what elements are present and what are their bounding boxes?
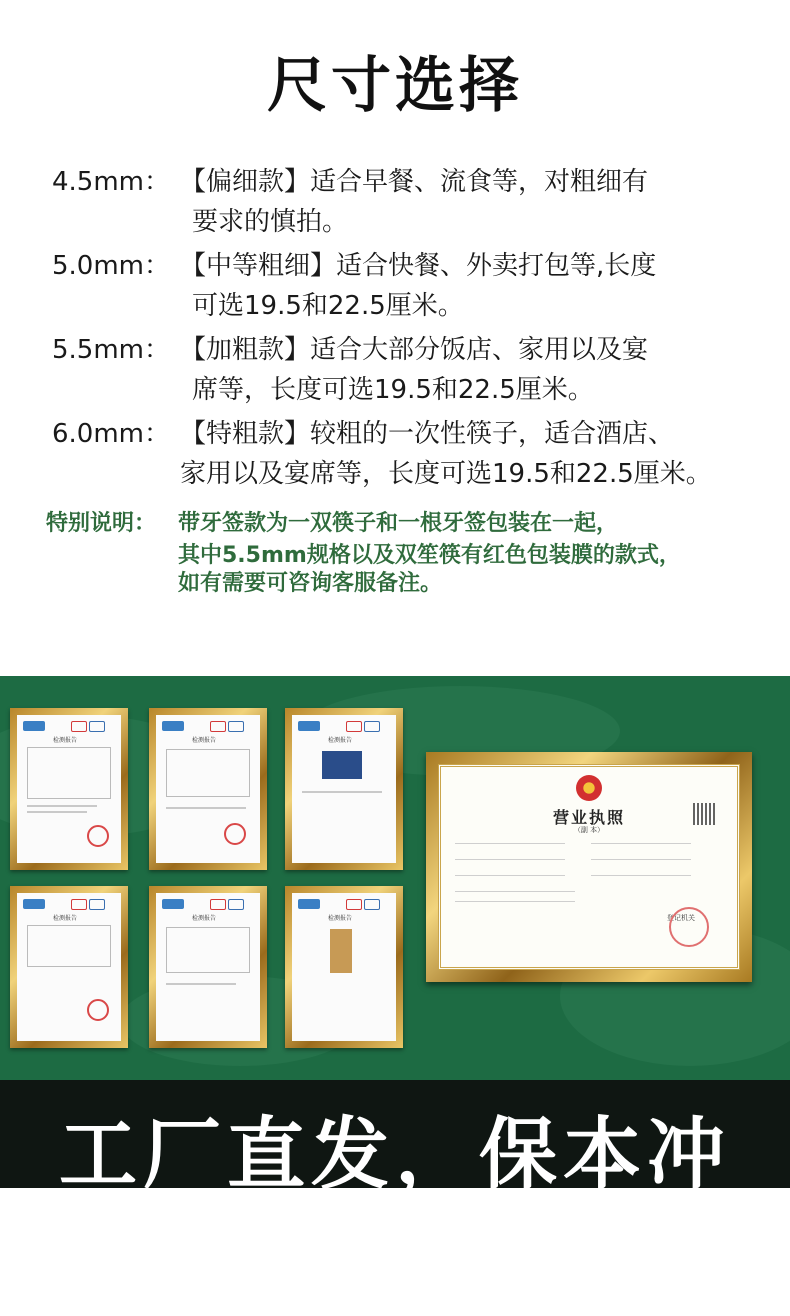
report-header: 检测报告: [53, 915, 78, 922]
business-license: [426, 752, 752, 982]
text-line: [27, 811, 87, 813]
test-report-certificate: [285, 708, 403, 870]
ilac-badge: [364, 721, 380, 732]
sample-photo: [330, 929, 352, 973]
hap-logo: [23, 721, 45, 731]
qr-code-icon: [693, 803, 715, 825]
note-line-2: 其中5.5mm规格以及双笙筷有红色包装膜的款式，: [178, 543, 681, 568]
red-stamp: [87, 825, 109, 847]
hap-logo: [162, 899, 184, 909]
spec-desc-line-1: 【偏细款】适合早餐、流食等，对粗细有: [180, 167, 649, 197]
test-report-certificate: [285, 886, 403, 1048]
ilac-badge: [228, 899, 244, 910]
license-field: [455, 901, 575, 902]
spec-desc-line-1: 【特粗款】较粗的一次性筷子，适合酒店、: [180, 419, 675, 449]
test-report-certificate: [149, 886, 267, 1048]
cma-badge: [346, 899, 362, 910]
spec-desc-line-2: 家用以及宴席等，长度可选19.5和22.5厘米。: [180, 459, 712, 489]
test-report-certificate: [149, 708, 267, 870]
license-title: 营业执照: [552, 808, 625, 827]
text-line: [166, 807, 246, 809]
cma-badge: [71, 899, 87, 910]
license-subtitle: （副 本）: [573, 826, 605, 834]
text-line: [27, 805, 97, 807]
sample-photo: [322, 751, 362, 779]
spec-desc-line-2: 可选19.5和22.5厘米。: [192, 291, 464, 321]
spec-size: 5.0mm：: [52, 251, 171, 281]
spec-desc-line-2: 要求的慎拍。: [192, 207, 349, 237]
license-field: [591, 859, 691, 860]
ilac-badge: [228, 721, 244, 732]
ilac-badge: [89, 721, 105, 732]
spec-size: 4.5mm：: [52, 167, 171, 197]
cma-badge: [210, 899, 226, 910]
license-field: [455, 891, 575, 892]
ilac-badge: [89, 899, 105, 910]
report-table: [27, 925, 111, 967]
cma-badge: [210, 721, 226, 732]
cma-badge: [346, 721, 362, 732]
report-header: 检测报告: [192, 737, 217, 744]
report-header: 检测报告: [328, 915, 353, 922]
official-seal: [669, 907, 709, 947]
spec-desc-line-1: 【中等粗细】适合快餐、外卖打包等,长度: [180, 251, 657, 281]
spec-desc-line-1: 【加粗款】适合大部分饭店、家用以及宴: [180, 335, 649, 365]
registrar-label: 登记机关: [667, 914, 695, 922]
red-stamp: [224, 823, 246, 845]
license-field: [455, 875, 565, 876]
hap-logo: [23, 899, 45, 909]
license-field: [591, 875, 691, 876]
red-stamp: [87, 999, 109, 1021]
report-header: 检测报告: [192, 915, 217, 922]
report-header: 检测报告: [328, 737, 353, 744]
license-field: [455, 859, 565, 860]
spec-size: 6.0mm：: [52, 419, 171, 449]
national-emblem-icon: [576, 775, 602, 801]
hap-logo: [298, 721, 320, 731]
report-header: 检测报告: [53, 737, 78, 744]
spec-size: 5.5mm：: [52, 335, 171, 365]
report-table: [166, 927, 250, 973]
spec-desc-line-2: 席等，长度可选19.5和22.5厘米。: [192, 375, 594, 405]
hap-logo: [162, 721, 184, 731]
cma-badge: [71, 721, 87, 732]
note-line-3: 如有需要可咨询客服备注。: [178, 571, 443, 596]
hap-logo: [298, 899, 320, 909]
text-line: [302, 791, 382, 793]
test-report-certificate: [10, 708, 128, 870]
footer-banner: [0, 1080, 790, 1312]
ilac-badge: [364, 899, 380, 910]
test-report-certificate: [10, 886, 128, 1048]
note-line-1: 带牙签款为一双筷子和一根牙签包装在一起，: [178, 511, 619, 536]
text-line: [166, 983, 236, 985]
report-table: [166, 749, 250, 797]
license-field: [455, 843, 565, 844]
page-title: 尺寸选择: [267, 51, 523, 121]
license-field: [591, 843, 691, 844]
report-table: [27, 747, 111, 799]
note-label: 特别说明：: [46, 511, 157, 536]
slogan: 工厂直发，保本冲量！: [58, 1110, 731, 1312]
